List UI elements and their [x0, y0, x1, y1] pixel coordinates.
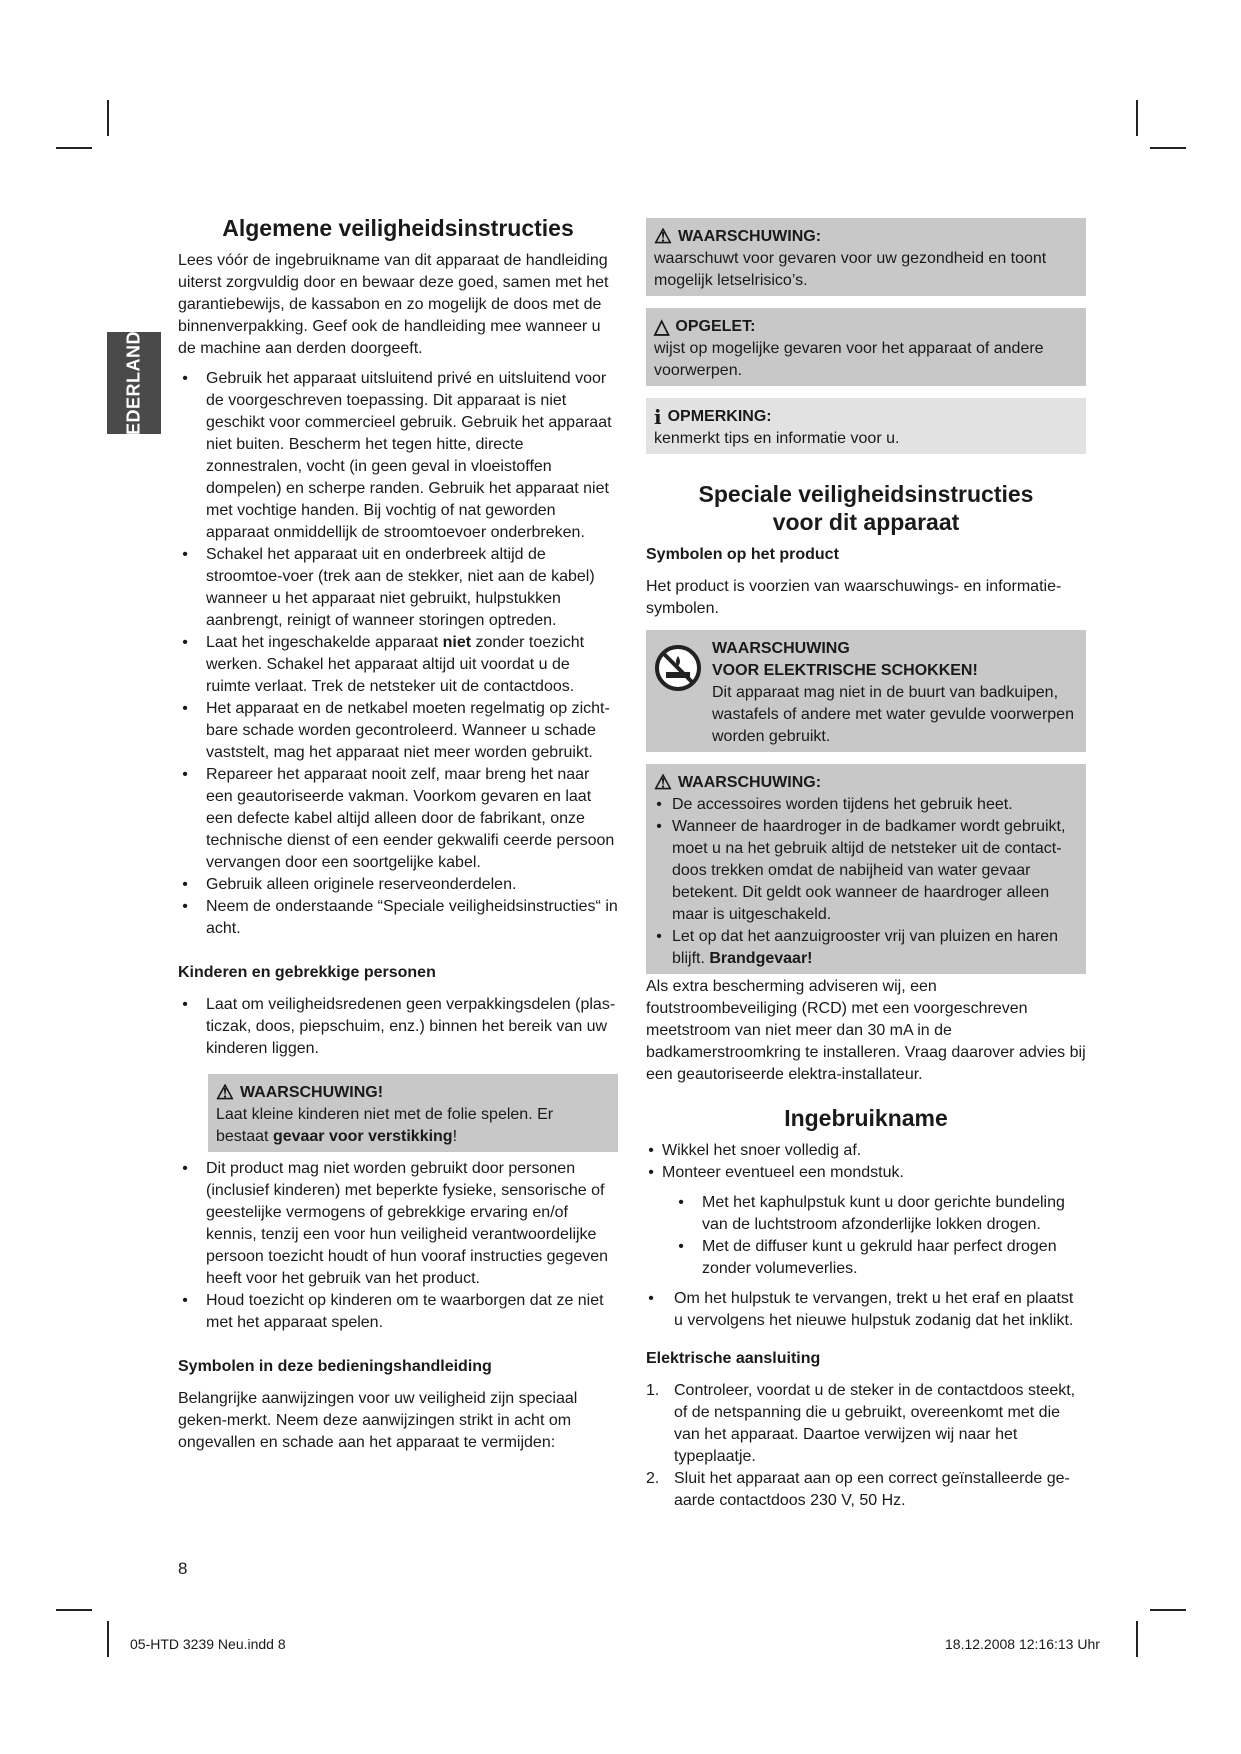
product-symbols-text: Het product is voorzien van waarschuwings- en informatie-symbolen. [646, 578, 1062, 617]
list-item: • Gebruik het apparaat uitsluitend privé en uitsluitend voor de voorgeschreven toepassing. Dit apparaat is niet geschikt voor commercieel gebruik. Gebruik het apparaat niet buiten. Bescherm het tegen hitte, directe zonnestralen, vocht (in geen geval in vloeistoffen dompelen) en scherpe randen. Gebruik het apparaat niet met vochtige handen. Bij vochtig of nat geworden apparaat onmiddellijk de stroomtoevoer onderbreken. [182, 370, 612, 541]
list-item: • Repareer het apparaat nooit zelf, maar breng het naar een geautoriseerde vakman. Voorkom gevaren en laat een defecte kabel altijd alleen door de fabrikant, onze technische dienst of een eender gekwalifi ceerde persoon vervangen door een soortgelijke kabel. [182, 766, 615, 871]
right-column [646, 218, 1086, 1512]
list-item: • Houd toezicht op kinderen om te waarborgen dat ze niet met het apparaat spelen. [182, 1292, 604, 1331]
children-heading: Kinderen en gebrekkige personen [178, 964, 436, 981]
special-safety-title: Speciale veiligheidsinstructies voor dit apparaat [698, 481, 1034, 535]
crop-mark [1150, 147, 1186, 149]
list-item: 2. Sluit het apparaat aan op een correct geïnstalleerde ge-aarde contactdoos 230 V, 50 Hz. [646, 1470, 1070, 1509]
safety-list [178, 368, 618, 940]
crop-mark [56, 1609, 92, 1611]
symbols-heading: Symbolen in deze bedieningshandleiding [178, 1358, 492, 1375]
note-legend-box: i OPMERKING: kenmerkt tips en informatie voor u. [646, 398, 1086, 454]
symbols-text: Belangrijke aanwijzingen voor uw veiligheid zijn speciaal geken-merkt. Neem deze aanwijzingen strikt in acht om ongevallen en schade aan het apparaat te vermijden: [178, 1390, 578, 1451]
list-item: 1. Controleer, voordat u de steker in de contactdoos steekt, of de netspanning die u gebruikt, overeenkomt met die van het apparaat. Daartoe verwijzen wij naar het typeplaatje. [646, 1382, 1076, 1465]
list-item: • Het apparaat en de netkabel moeten regelmatig op zicht-bare schade worden gecontroleerd. Wanneer u schade vaststelt, mag het apparaat niet meer worden gebruikt. [182, 700, 610, 761]
list-item: • Let op dat het aanzuigrooster vrij van pluizen en haren blijft. Brandgevaar! [656, 928, 1059, 967]
list-item: • Laat om veiligheidsredenen geen verpakkingsdelen (plas-ticzak, doos, piepschuim, enz.) binnen het bereik van uw kinderen liggen. [182, 996, 616, 1057]
warning-legend-box: ⚠ WAARSCHUWING: waarschuwt voor gevaren voor uw gezondheid en toont mogelijk letselrisico’s. [646, 218, 1086, 296]
crop-mark [107, 100, 109, 136]
warning-triangle-icon: ⚠ [654, 226, 672, 248]
electric-shock-box: WAARSCHUWING VOOR ELEKTRISCHE SCHOKKEN! Dit apparaat mag niet in de buurt van badkuipen, wastafels of andere met water gevulde voorwerpen worden gebruikt. [646, 630, 1086, 752]
replace-list [646, 1288, 1086, 1332]
footer-timestamp: 18.12.2008 12:16:13 Uhr [945, 1636, 1100, 1652]
children-list [178, 994, 618, 1060]
crop-mark [107, 1621, 109, 1657]
crop-mark [56, 147, 92, 149]
electric-steps [646, 1380, 1086, 1512]
list-item: • Gebruik alleen originele reserveonderdelen. [182, 876, 517, 893]
list-item: • Neem de onderstaande “Speciale veiligheidsinstructies“ in acht. [182, 898, 618, 937]
list-item: • Schakel het apparaat uit en onderbreek altijd de stroomtoe-voer (trek aan de stekker, niet aan de kabel) wanneer u het apparaat niet gebruikt, hulpstukken aanbrengt, reinigt of wanneer storingen optreden. [182, 546, 595, 629]
electric-heading: Elektrische aansluiting [646, 1350, 821, 1367]
heat-warning-box: ⚠ WAARSCHUWING: • De accessoires worden tijdens het gebruik heet. • Wanneer de haardroger in de badkamer wordt gebruikt, moet u na het gebruik altijd de netsteker uit de contact-doos trekken omdat de nabijheid van water gevaar betekent. Dit geldt ook wanneer de haardroger alleen maar is uitgeschakeld. • Let op dat het aanzuigrooster vrij van pluizen en haren blijft. Brandgevaar! [646, 764, 1086, 974]
left-column [178, 214, 618, 1454]
list-item: • Wikkel het snoer volledig af. [648, 1142, 862, 1159]
page-number: 8 [178, 1559, 188, 1578]
general-safety-title: Algemene veiligheidsinstructies [222, 215, 574, 241]
list-item: • Wanneer de haardroger in de badkamer wordt gebruikt, moet u na het gebruik altijd de netsteker uit de contact-doos trekken omdat de nabijheid van water gevaar betekent. Dit geldt ook wanneer de haardroger alleen maar is uitgeschakeld. [656, 818, 1066, 923]
suffocation-warning-box: ⚠ WAARSCHUWING! Laat kleine kinderen niet met de folie spelen. Er bestaat gevaar voor verstikking! [208, 1074, 618, 1152]
caution-legend-box: △ OPGELET: wijst op mogelijke gevaren voor het apparaat of andere voorwerpen. [646, 308, 1086, 386]
list-item: • Dit product mag niet worden gebruikt door personen (inclusief kinderen) met beperkte fysieke, sensorische of geestelijke vermogens of gebrekkige ervaring en/of kennis, tenzij een voor hun veiligheid verantwoordelijke persoon toezicht houdt of hun vooraf instructies gegeven heeft voor het gebruik van het product. [182, 1160, 609, 1287]
list-item: • Om het hulpstuk te vervangen, trekt u het eraf en plaatst u vervolgens het nieuwe hulpstuk zodanig dat het inklikt. [648, 1290, 1074, 1329]
ingebruikname-title: Ingebruikname [784, 1105, 948, 1131]
list-item: • De accessoires worden tijdens het gebruik heet. [656, 796, 1013, 813]
list-item: • Met het kaphulpstuk kunt u door gerichte bundeling van de luchtstroom afzonderlijke lokken drogen. [678, 1194, 1065, 1233]
rcd-text: Als extra bescherming adviseren wij, een foutstroombeveiliging (RCD) met een voorgeschreven meetstroom van niet meer dan 30 mA in de badkamerstroomkring te installeren. Vraag daarover advies bij een geautoriseerde elektra-installateur. [646, 978, 1086, 1083]
crop-mark [1136, 1621, 1138, 1657]
list-item: • Monteer eventueel een mondstuk. [648, 1164, 904, 1181]
list-item: • Laat het ingeschakelde apparaat niet zonder toezicht werken. Schakel het apparaat altijd uit voordat u de ruimte verlaat. Trek de netsteker uit de contactdoos. [182, 634, 585, 695]
crop-mark [1136, 100, 1138, 136]
list-item: • Met de diffuser kunt u gekruld haar perfect drogen zonder volumeverlies. [678, 1238, 1057, 1277]
footer-filename: 05-HTD 3239 Neu.indd 8 [130, 1636, 286, 1652]
crop-mark [1150, 1609, 1186, 1611]
warning-triangle-icon: ⚠ [216, 1082, 234, 1104]
persons-list [178, 1158, 618, 1334]
info-icon: i [654, 405, 662, 429]
no-water-icon [654, 644, 702, 692]
setup-list [646, 1140, 1086, 1184]
nozzle-list [674, 1192, 1086, 1280]
warning-triangle-icon: ⚠ [654, 772, 672, 794]
language-tab [107, 317, 161, 449]
caution-triangle-icon: △ [654, 316, 670, 338]
intro-text: Lees vóór de ingebruikname van dit apparaat de handleiding uiterst zorgvuldig door en bewaar deze goed, samen met het garantiebewijs, de kassabon en zo mogelijk de doos met de binnenverpakking. Geef ook de handleiding mee wanneer u de machine aan derden doorgeeft. [178, 252, 609, 357]
product-symbols-heading: Symbolen op het product [646, 546, 839, 563]
language-tab-label: NEDERLANDS [123, 317, 144, 449]
